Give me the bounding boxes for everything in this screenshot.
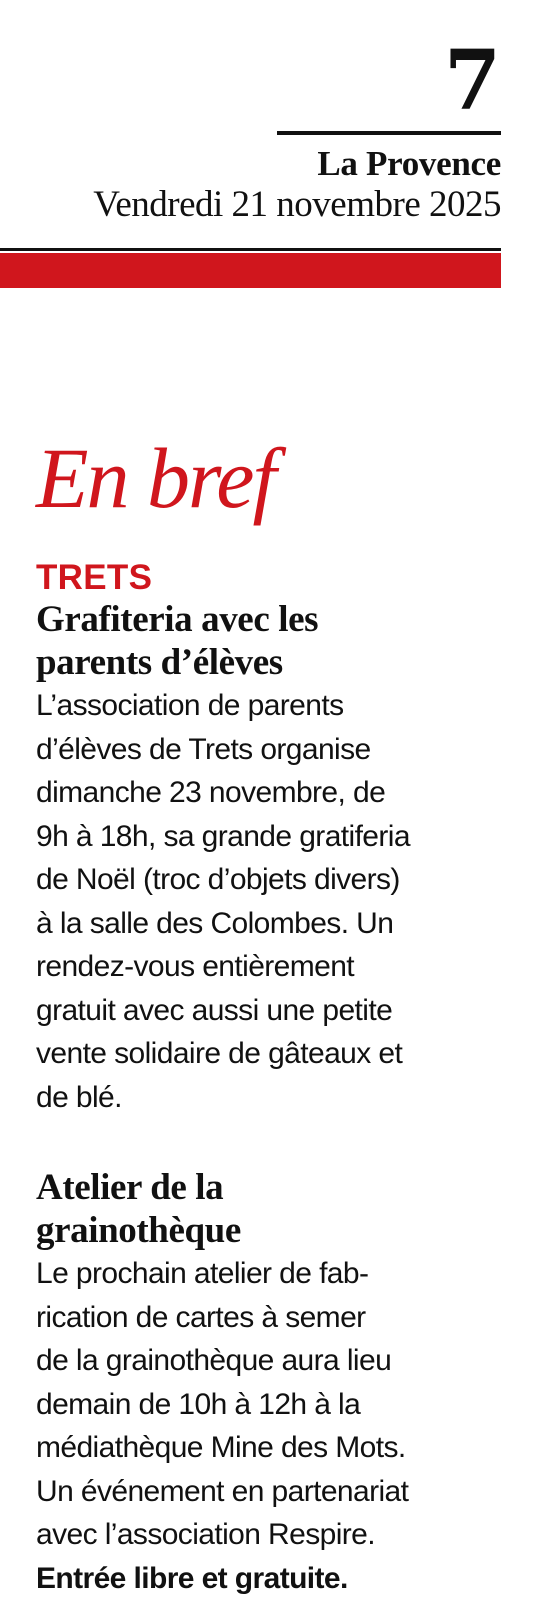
body-line: Le prochain atelier de fab- <box>36 1257 369 1290</box>
article-body <box>36 1252 506 1600</box>
body-line: à la salle des Colombes. Un <box>36 906 394 940</box>
article-body <box>36 684 506 1119</box>
headline-line: Grafiteria avec les <box>36 599 319 640</box>
body-emphasis: Entrée libre et gratuite. <box>36 1561 348 1595</box>
page-number: 7 <box>443 33 501 129</box>
article-headline <box>36 598 506 684</box>
publication-name: La Provence <box>317 144 501 183</box>
headline-line: grainothèque <box>36 1210 241 1251</box>
body-line: dimanche 23 novembre, de <box>36 776 386 809</box>
article-grafiteria <box>36 558 506 1119</box>
header-rule <box>0 248 501 251</box>
body-line: avec l’association Respire. <box>36 1518 375 1551</box>
headline-line: parents d’élèves <box>36 642 283 683</box>
body-line: vente solidaire de gâteaux et <box>36 1037 403 1070</box>
page-number-rule <box>277 131 501 135</box>
body-line: de Noël (troc d’objets divers) <box>36 863 400 896</box>
article-kicker: TRETS <box>36 558 153 597</box>
body-line: L’association de parents <box>36 689 344 722</box>
article-headline <box>36 1166 506 1252</box>
publication-date: Vendredi 21 novembre 2025 <box>93 184 501 225</box>
headline-line: Atelier de la <box>36 1167 224 1208</box>
body-line: rendez-vous entièrement <box>36 950 355 983</box>
body-line: 9h à 18h, sa grande gratiferia <box>36 819 410 853</box>
body-line: d’élèves de Trets organise <box>36 732 371 766</box>
section-title: En bref <box>36 430 275 526</box>
body-line: rication de cartes à semer <box>36 1300 366 1334</box>
body-line: Un événement en partenariat <box>36 1474 409 1508</box>
header-accent-band <box>0 253 501 288</box>
body-line: de la grainothèque aura lieu <box>36 1344 392 1377</box>
body-line: médiathèque Mine des Mots. <box>36 1431 406 1464</box>
body-line: gratuit avec aussi une petite <box>36 993 393 1027</box>
article-grainotheque <box>36 1166 506 1600</box>
body-line: de blé. <box>36 1080 122 1114</box>
body-line: demain de 10h à 12h à la <box>36 1387 361 1421</box>
